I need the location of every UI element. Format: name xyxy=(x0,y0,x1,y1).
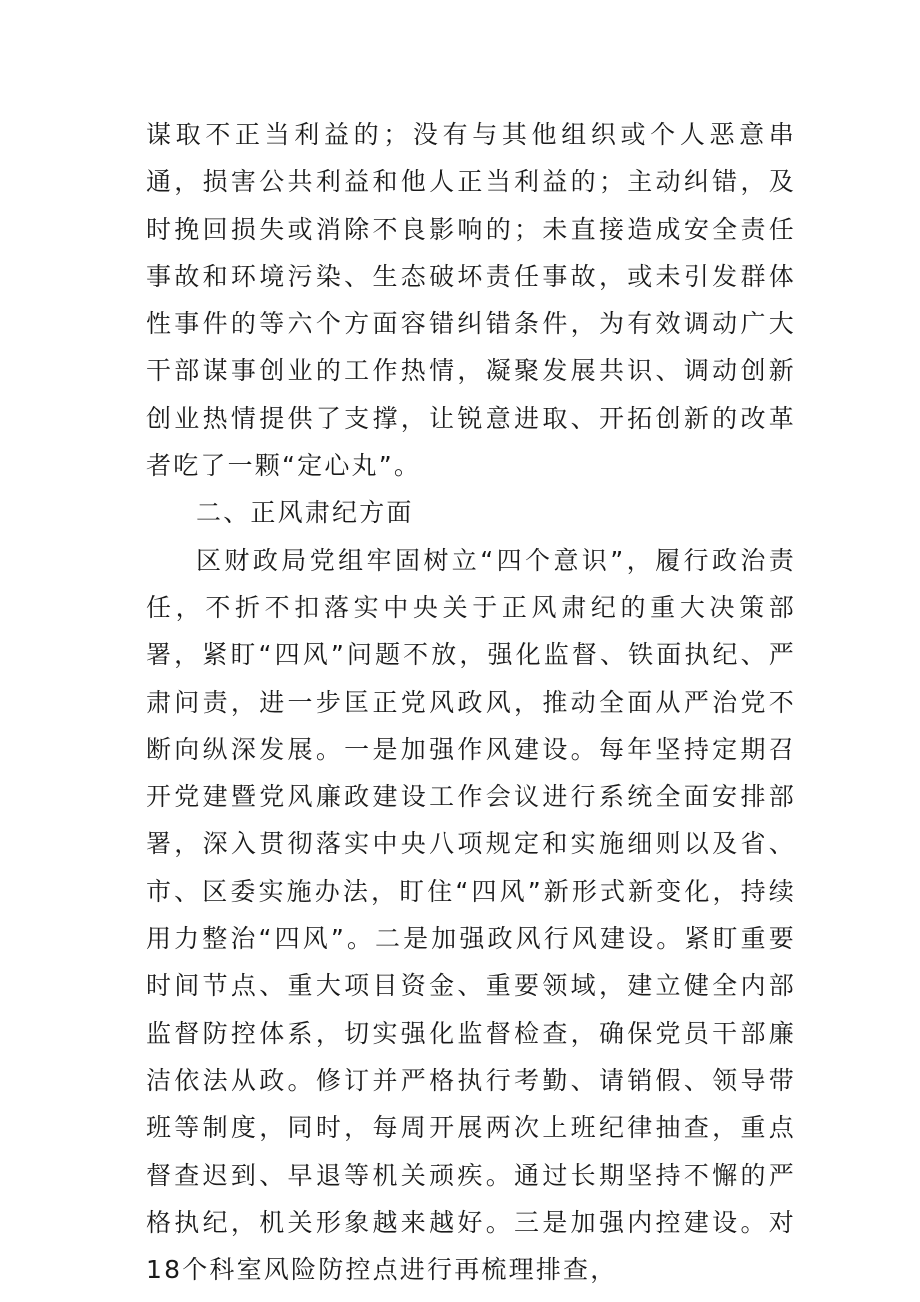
paragraph-continuation: 谋取不正当利益的；没有与其他组织或个人恶意串通，损害公共利益和他人正当利益的；主动纠错，及时挽回损失或消除不良影响的；未直接造成安全责任事故和环境污染、生态破坏责任事故，或未引发群体性事件的等六个方面容错纠错条件，为有效调动广大干部谋事创业的工作热情，凝聚发展共识、调动创新创业热情提供了支撑，让锐意进取、开拓创新的改革者吃了一颗“定心丸”。 xyxy=(146,120,796,481)
section-heading: 二、正风肃纪方面 xyxy=(196,498,414,528)
paragraph: 区财政局党组牢固树立“四个意识”，履行政治责任，不折不扣落实中央关于正风肃纪的重大决策部署，紧盯“四风”问题不放，强化监督、铁面执纪、严肃问责，进一步匡正党风政风，推动全面从严治党不断向纵深发展。一是加强作风建设。每年坚持定期召开党建暨党风廉政建设工作会议进行系统全面安排部署，深入贯彻落实中央八项规定和实施细则以及省、市、区委实施办法，盯住“四风”新形式新变化，持续用力整治“四风”。二是加强政风行风建设。紧盯重要时间节点、重大项目资金、重要领域，建立健全内部监督防控体系，切实强化监督检查，确保党员干部廉洁依法从政。修订并严格执行考勤、请销假、领导带班等制度，同时，每周开展两次上班纪律抽查，重点督查迟到、早退等机关顽疾。通过长期坚持不懈的严格执纪，机关形象越来越好。三是加强内控建设。对18个科室风险防控点进行再梳理排查， xyxy=(146,545,796,1285)
document-body xyxy=(146,111,796,1293)
